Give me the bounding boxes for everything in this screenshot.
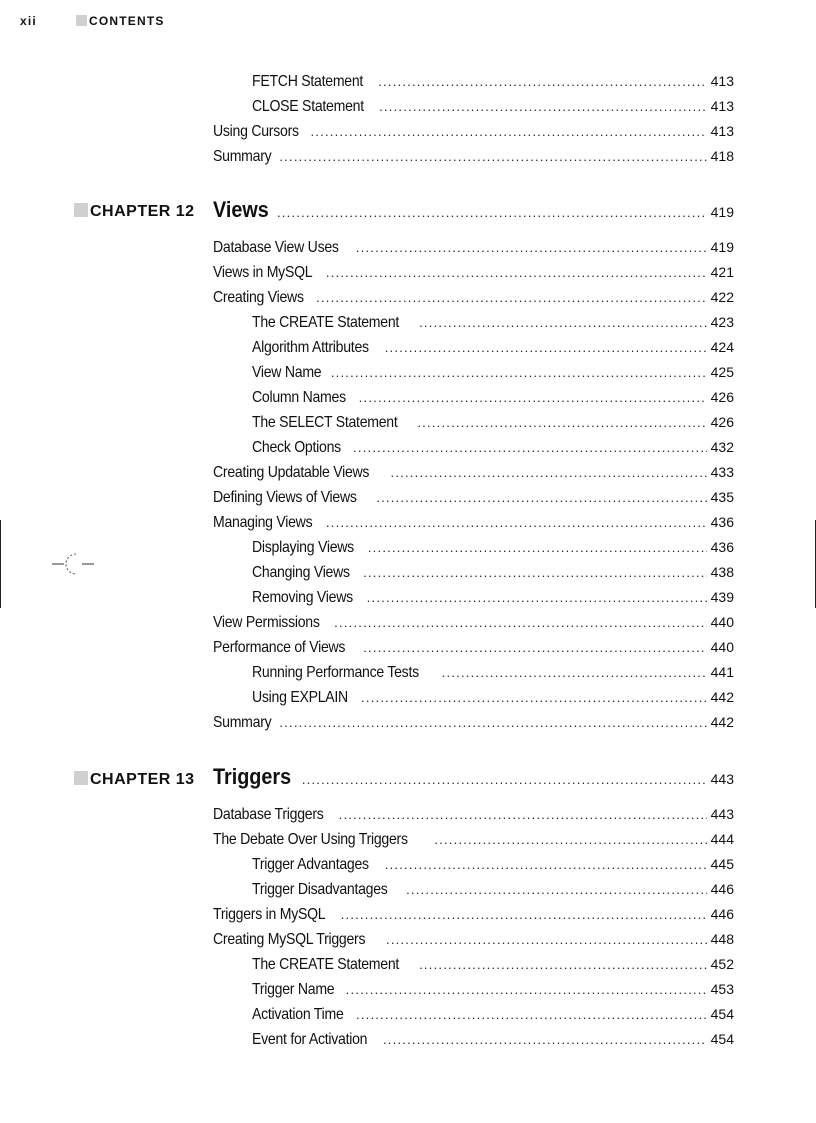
toc-entry-page: 413 (710, 98, 734, 114)
toc-entry-page: 443 (710, 806, 734, 822)
leader-dots (310, 124, 706, 139)
leader-dots (406, 882, 707, 897)
toc-entry-page: 439 (710, 589, 734, 605)
toc-entry-title: Trigger Disadvantages (252, 881, 388, 898)
toc-entry-title: CLOSE Statement (252, 98, 364, 115)
toc-entry-page: 453 (710, 981, 734, 997)
toc-entry-page: 440 (710, 614, 734, 630)
leader-dots (353, 440, 707, 455)
crop-mark-left (0, 520, 1, 608)
toc-entry-title: Database Triggers (213, 806, 324, 823)
toc-entry[interactable] (252, 689, 734, 711)
toc-entry[interactable] (252, 414, 734, 436)
leader-dots (326, 515, 707, 530)
toc-entry-page: 422 (710, 289, 734, 305)
toc-entry-page: 446 (710, 906, 734, 922)
toc-entry-page: 438 (710, 564, 734, 580)
chapter-title: Views (213, 197, 269, 222)
toc-entry-page: 454 (710, 1031, 734, 1047)
leader-dots (376, 490, 706, 505)
toc-entry-page: 446 (710, 881, 734, 897)
toc-entry[interactable] (213, 264, 734, 286)
toc-entry-page: 441 (710, 664, 734, 680)
toc-entry-title: The CREATE Statement (252, 956, 400, 973)
toc-entry-page: 413 (710, 73, 734, 89)
leader-dots (378, 74, 706, 89)
leader-dots (339, 807, 707, 822)
toc-entry-title: Triggers in MySQL (213, 906, 326, 923)
toc-entry-page: 425 (710, 364, 734, 380)
toc-entry-title: Removing Views (252, 589, 353, 606)
leader-dots (386, 932, 707, 947)
toc-entry-title: Trigger Advantages (252, 856, 369, 873)
toc-entry-page: 426 (710, 414, 734, 430)
toc-entry[interactable] (252, 98, 734, 120)
toc-entry[interactable] (252, 664, 734, 686)
leader-dots (302, 772, 707, 787)
toc-entry[interactable] (252, 981, 734, 1003)
leader-dots (419, 315, 707, 330)
leader-dots (442, 665, 707, 680)
leader-dots (417, 415, 706, 430)
registration-mark-icon (50, 550, 98, 578)
chapter-label: CHAPTER 13 (74, 771, 195, 789)
square-bullet-icon (74, 203, 88, 217)
toc-entry[interactable] (252, 881, 734, 903)
toc-entry-page: 432 (710, 439, 734, 455)
toc-entry[interactable] (213, 514, 734, 536)
page-number: xii (20, 14, 37, 28)
toc-entry[interactable] (213, 489, 734, 511)
chapter-label: CHAPTER 12 (74, 203, 195, 221)
toc-entry-title: Using EXPLAIN (252, 689, 348, 706)
toc-entry[interactable] (213, 714, 734, 736)
toc-entry[interactable] (213, 289, 734, 311)
square-bullet-icon (74, 771, 88, 785)
toc-entry-title: Check Options (252, 439, 341, 456)
toc-entry[interactable] (252, 439, 734, 461)
toc-entry-title: Event for Activation (252, 1031, 368, 1048)
leader-dots (341, 907, 707, 922)
toc-entry-title: The SELECT Statement (252, 414, 398, 431)
leader-dots (385, 340, 707, 355)
toc-entry-title: The CREATE Statement (252, 314, 400, 331)
leader-dots (385, 857, 707, 872)
toc-entry[interactable] (213, 464, 734, 486)
leader-dots (277, 205, 707, 220)
toc-entry-title: Activation Time (252, 1006, 344, 1023)
toc-entry[interactable] (213, 639, 734, 661)
toc-entry-page: 452 (710, 956, 734, 972)
toc-entry-page: 436 (710, 539, 734, 555)
chapter-heading[interactable] (213, 197, 734, 223)
chapter-heading[interactable] (213, 764, 734, 790)
toc-entry[interactable] (213, 148, 734, 170)
toc-entry-page: 419 (710, 239, 734, 255)
toc-entry-title: Creating Views (213, 289, 304, 306)
toc-entry-title: Views in MySQL (213, 264, 313, 281)
toc-entry[interactable] (213, 931, 734, 953)
toc-entry-title: FETCH Statement (252, 73, 364, 90)
toc-entry-page: 433 (710, 464, 734, 480)
toc-entry-page: 436 (710, 514, 734, 530)
toc-entry[interactable] (213, 239, 734, 261)
leader-dots (363, 565, 707, 580)
toc-entry-page: 442 (710, 714, 734, 730)
toc-entry[interactable] (213, 806, 734, 828)
leader-dots (326, 265, 707, 280)
toc-entry-title: Database View Uses (213, 239, 339, 256)
toc-entry[interactable] (252, 956, 734, 978)
leader-dots (383, 1032, 707, 1047)
toc-entry-page: 440 (710, 639, 734, 655)
toc-entry-page: 426 (710, 389, 734, 405)
toc-entry[interactable] (252, 389, 734, 411)
running-title: CONTENTS (89, 14, 165, 28)
toc-entry-page: 424 (710, 339, 734, 355)
toc-entry[interactable] (252, 1031, 734, 1053)
leader-dots (379, 99, 707, 114)
toc-entry-page: 435 (710, 489, 734, 505)
toc-entry[interactable] (252, 539, 734, 561)
chapter-page: 419 (710, 204, 734, 220)
leader-dots (356, 240, 707, 255)
leader-dots (346, 982, 707, 997)
toc-entry[interactable] (252, 339, 734, 361)
toc-entry[interactable] (213, 906, 734, 928)
toc-entry-title: Managing Views (213, 514, 313, 531)
toc-entry-page: 418 (710, 148, 734, 164)
leader-dots (434, 832, 706, 847)
toc-entry-title: The Debate Over Using Triggers (213, 831, 408, 848)
toc-entry-page: 421 (710, 264, 734, 280)
leader-dots (331, 365, 707, 380)
toc-entry[interactable] (252, 364, 734, 386)
toc-entry-title: Running Performance Tests (252, 664, 419, 681)
leader-dots (367, 590, 707, 605)
toc-entry-title: Summary (213, 148, 272, 165)
leader-dots (419, 957, 707, 972)
toc-entry-page: 423 (710, 314, 734, 330)
toc-entry-title: Trigger Name (252, 981, 335, 998)
toc-entry-title: Defining Views of Views (213, 489, 357, 506)
toc-entry-title: Displaying Views (252, 539, 354, 556)
toc-entry[interactable] (252, 589, 734, 611)
toc-entry-page: 444 (710, 831, 734, 847)
toc-entry-title: Column Names (252, 389, 346, 406)
toc-entry-title: View Name (252, 364, 322, 381)
toc-entry-title: Algorithm Attributes (252, 339, 369, 356)
leader-dots (279, 715, 706, 730)
toc-entry[interactable] (213, 831, 734, 853)
toc-entry[interactable] (252, 856, 734, 878)
toc-entry[interactable] (213, 123, 734, 145)
toc-entry[interactable] (252, 1006, 734, 1028)
toc-entry-title: View Permissions (213, 614, 320, 631)
leader-dots (359, 390, 707, 405)
leader-dots (391, 465, 707, 480)
leader-dots (368, 540, 707, 555)
chapter-title: Triggers (213, 764, 292, 789)
toc-entry-page: 454 (710, 1006, 734, 1022)
leader-dots (361, 690, 707, 705)
toc-entry[interactable] (252, 73, 734, 95)
toc-entry[interactable] (213, 614, 734, 636)
leader-dots (316, 290, 707, 305)
toc-entry-page: 413 (710, 123, 734, 139)
toc-entry-page: 445 (710, 856, 734, 872)
toc-entry-page: 442 (710, 689, 734, 705)
toc-entry-title: Creating MySQL Triggers (213, 931, 366, 948)
toc-entry-title: Performance of Views (213, 639, 346, 656)
chapter-page: 443 (710, 771, 734, 787)
toc-entry[interactable] (252, 314, 734, 336)
leader-dots (279, 149, 706, 164)
toc-entry[interactable] (252, 564, 734, 586)
toc-entry-page: 448 (710, 931, 734, 947)
leader-dots (334, 615, 706, 630)
toc-entry-title: Using Cursors (213, 123, 299, 140)
toc-entry-title: Summary (213, 714, 272, 731)
toc-entry-title: Changing Views (252, 564, 350, 581)
leader-dots (356, 1007, 707, 1022)
toc-entry-title: Creating Updatable Views (213, 464, 370, 481)
leader-dots (363, 640, 706, 655)
